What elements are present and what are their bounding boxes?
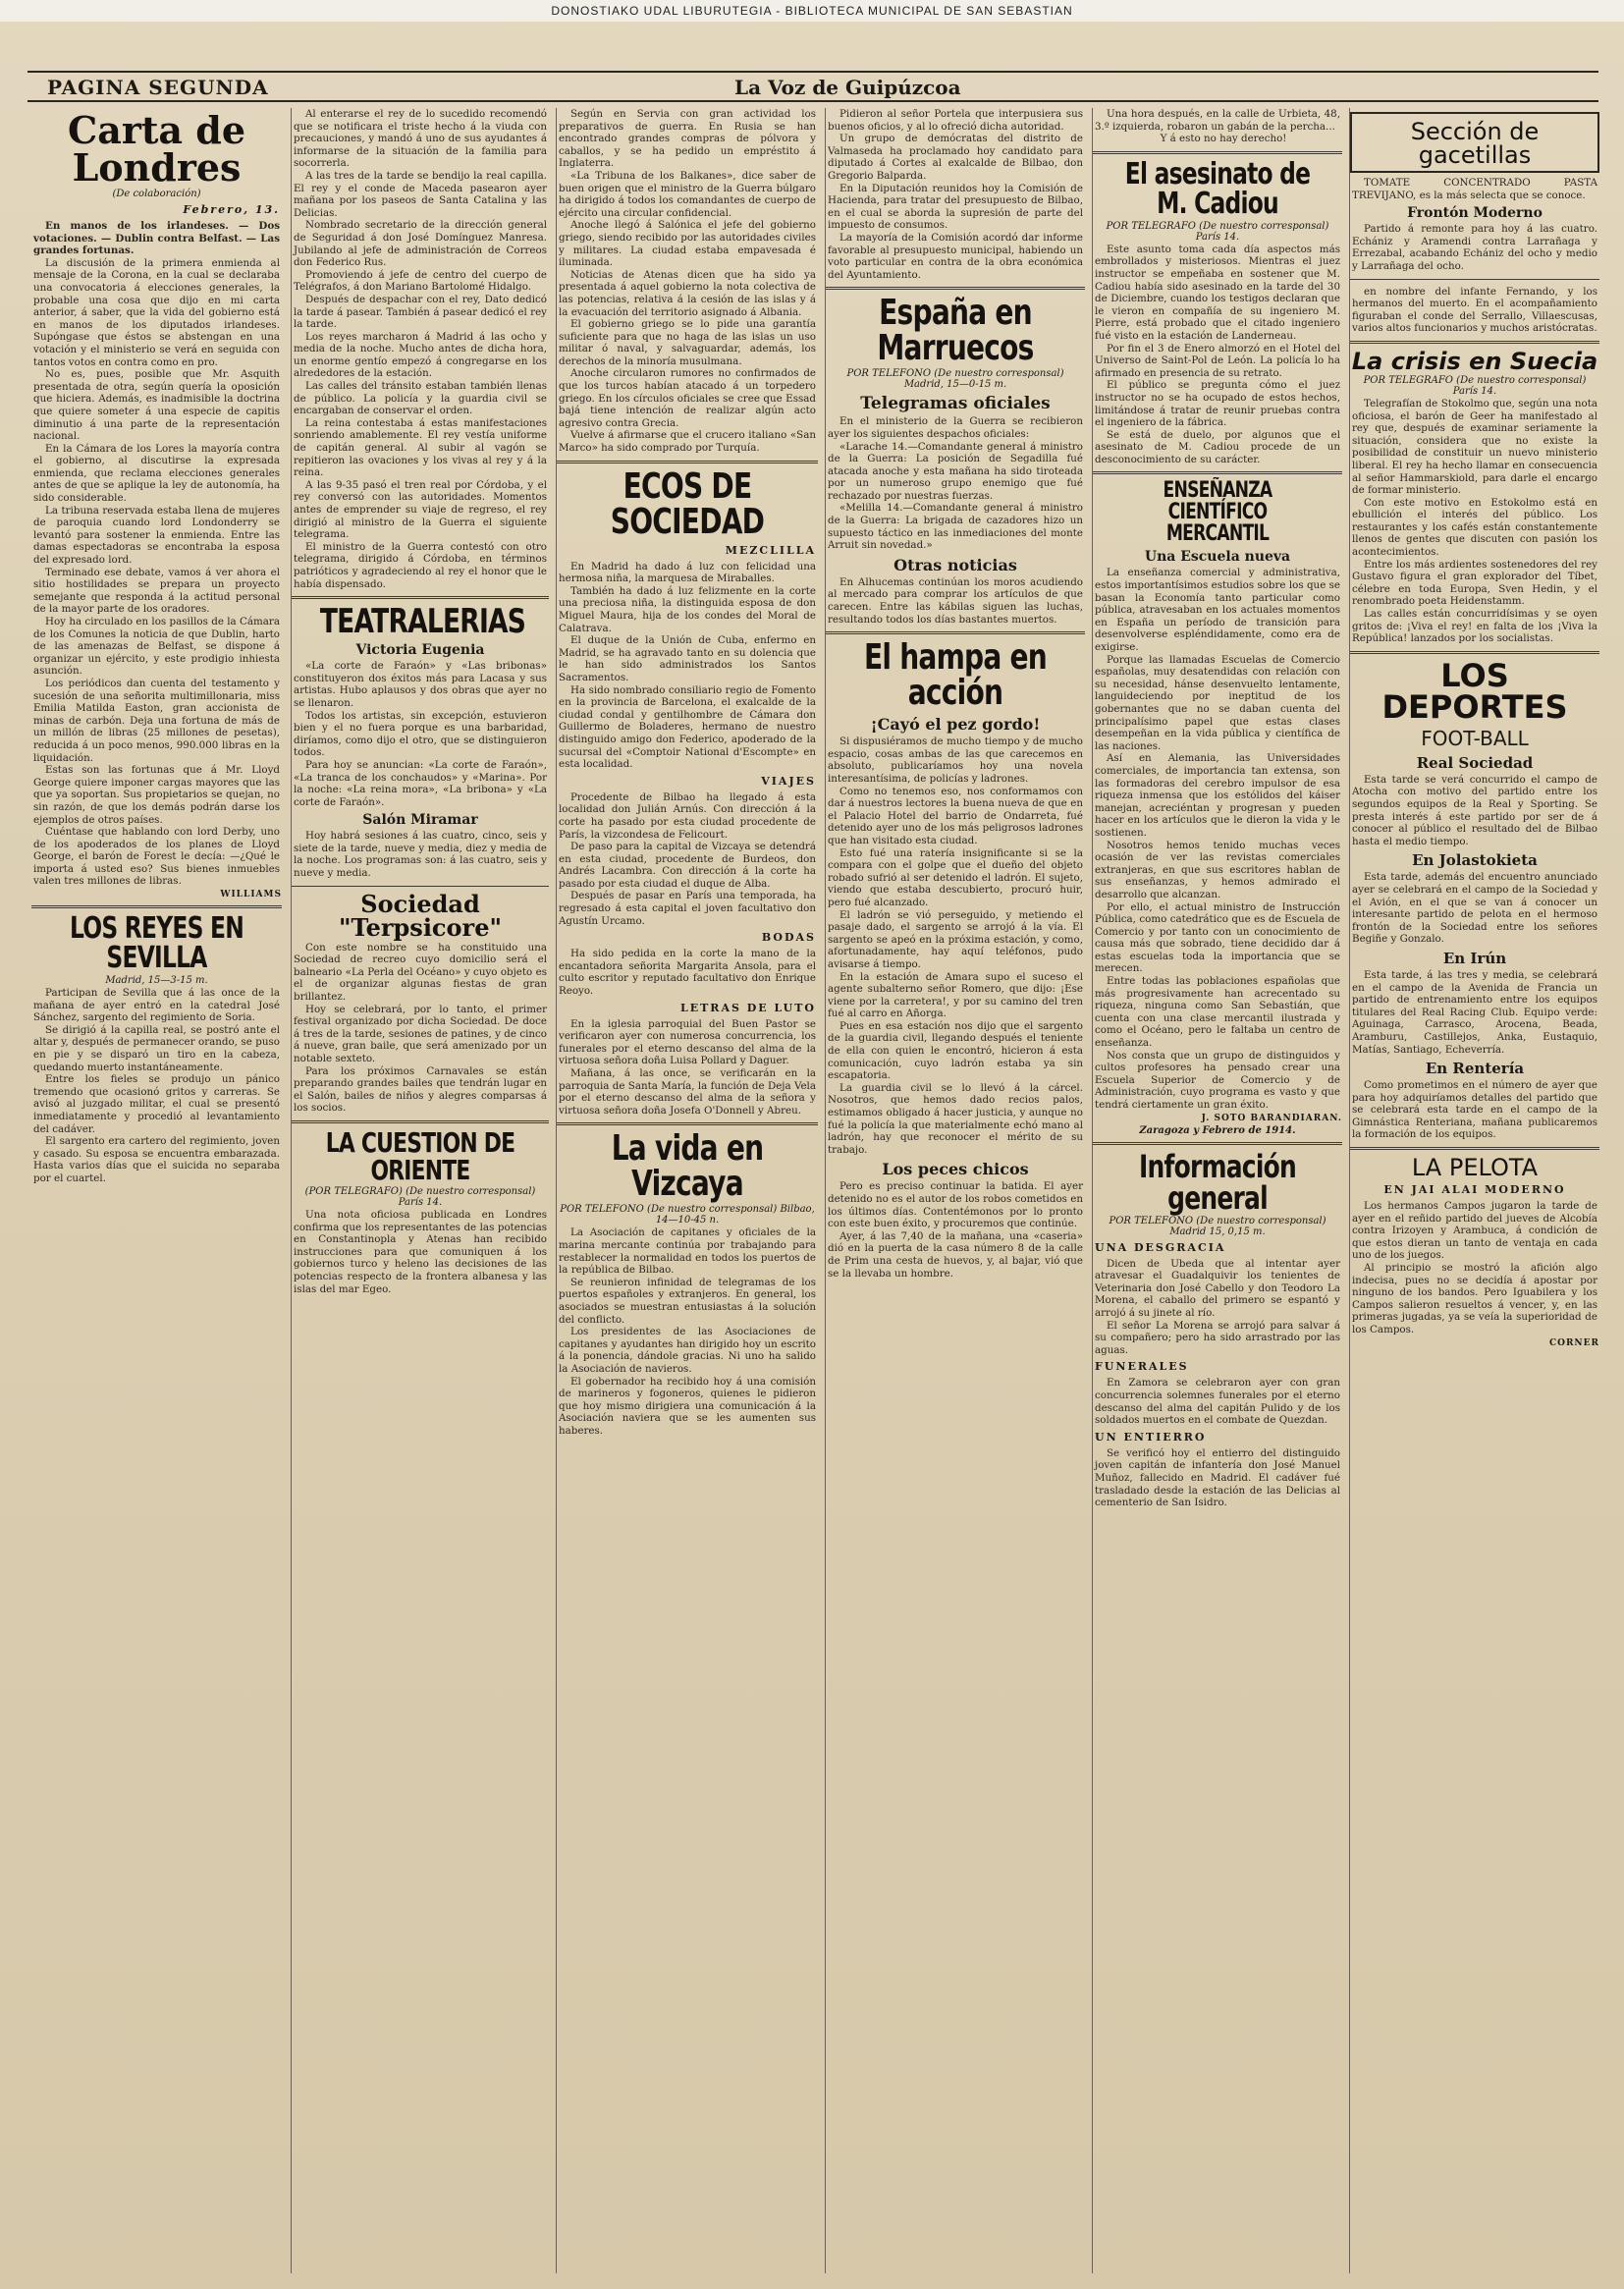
paragraph: Entre todas las poblaciones españolas que más progresivamente han acrecentado su riqueza, ninguna como San Sebastián, que cuenta con una clase mercantil ilustrada y como el Océano, pero le faltaba un centro de enseñanza. bbox=[1095, 975, 1340, 1050]
paragraph: Así en Alemania, las Universidades comerciales, de importancia tan extensa, son las formadoras del cerebro impulsor de esa riqueza inmensa que los estólidos del káiser manejan, acreciéntan y progresan y pueden hacer en los artículos que le dieron la vida y le sostienen. bbox=[1095, 752, 1340, 839]
paragraph: Anoche circularon rumores no confirmados de que los turcos habían atacado á un torpedero griego. En los círculos oficiales se cree que Essad bajá tiene intención de realizar algún acto agresivo contra Grecia. bbox=[559, 367, 816, 429]
article-title: La crisis en Suecia bbox=[1351, 347, 1598, 375]
paragraph: Hoy se celebrará, por lo tanto, el primer festival organizado por dicha Sociedad. De doce á tres de la tarde, sesiones de patines, y de cinco á nueve, gran baile, que será amenizado por un notable sexteto. bbox=[294, 1003, 547, 1064]
paragraph: Se reunieron infinidad de telegramas de los puertos españoles y extranjeros. En general, los asociados se muestran entusiastas á la solución del conflicto. bbox=[559, 1276, 816, 1326]
dateline: POR TELEFONO (De nuestro corresponsal) Madrid, 15—0-15 m. bbox=[846, 368, 1064, 391]
subheading: Frontón Moderno bbox=[1407, 205, 1543, 222]
paragraph: Todos los artistas, sin excepción, estuvieron bien y el no fuera porque es una barbaridad, diríamos, como dijo el otro, que se distinguieron todos. bbox=[294, 709, 547, 759]
paragraph: Como prometimos en el número de ayer que para hoy adquiríamos detalles del partido que se celebrará esta tarde en el campo de la Gimnástica Renteriana, mañana publicaremos la formación de los equipos. bbox=[1352, 1079, 1597, 1141]
paragraph: Esta tarde se verá concurrido el campo de Atocha con motivo del partido entre los segundos equipos de la Real y Sporting. Se presta interés á este partido por ser de á conocer al público el resultado del de Bilbao hasta el medio tiempo. bbox=[1352, 773, 1597, 847]
paragraph: en nombre del infante Fernando, y los hermanos del muerto. En el acompañamiento figuraban el conde del Serrallo, Villaescusas, varios altos funcionarios y muchos aristócratas. bbox=[1352, 285, 1597, 335]
paragraph: Nombrado secretario de la dirección general de Seguridad á don José Domínguez Manresa. Jubilando al jefe de administración de Correos don Federico Rus. bbox=[294, 219, 547, 269]
paragraph: El gobernador ha recibido hoy á una comisión de marineros y fogoneros, quienes le pidieron que hoy mismo dirigiera una comunicación á la Asociación naviera que se les aumenten sus haberes. bbox=[559, 1375, 816, 1437]
paragraph: «La Tribuna de los Balkanes», dice saber de buen origen que el ministro de la Guerra búlgaro ha dirigido á todos los comandantes de cuerpo de ejército una circular confidencial. bbox=[559, 169, 816, 219]
paragraph: A las tres de la tarde se bendijo la real capilla. El rey y el conde de Maceda pasearon ayer mañana por los paseos de Santa Catalina y las Delicias. bbox=[294, 169, 547, 219]
divider bbox=[292, 886, 549, 887]
subheading: Victoria Eugenia bbox=[355, 642, 485, 659]
article-title: ENSEÑANZA CIENTÍFICO MERCANTIL bbox=[1163, 478, 1272, 547]
column-4 bbox=[825, 108, 1085, 2273]
subheading: UNA DESGRACIA bbox=[1095, 1240, 1226, 1254]
paragraph: El sargento era cartero del regimiento, joven y casado. Su esposa se encuentra embarazada. Hasta varios días que el suicida no separaba por el cuartel. bbox=[33, 1135, 280, 1184]
paragraph: Las calles del tránsito estaban también llenas de público. La policía y la guardia civil se encargaban de conservar el orden. bbox=[294, 380, 547, 417]
subheading: Salón Miramar bbox=[362, 812, 478, 829]
divider bbox=[1350, 341, 1599, 344]
paragraph: Telegrafían de Stokolmo que, según una nota oficiosa, el barón de Geer ha manifestado al rey que, después de examinar seriamente la situación, considera que no existe la posibilidad de constituir un nuevo ministerio liberal. El rey ha hecho llamar en consecuencia al señor Hammarskiold, para darle el encargo de formar ministerio. bbox=[1352, 397, 1597, 497]
dateline: (POR TELEGRAFO) (De nuestro corresponsal) París 14. bbox=[304, 1185, 536, 1208]
dateline: POR TELEGRAFO (De nuestro corresponsal) París 14. bbox=[1106, 220, 1329, 243]
subheading: UN ENTIERRO bbox=[1095, 1430, 1207, 1444]
section-title: Sección de gacetillas bbox=[1410, 118, 1540, 169]
divider bbox=[1350, 279, 1599, 280]
paragraph: Participan de Sevilla que á las once de la mañana de ayer entró en la catedral José Sánchez, sargento del regimiento de Soria. bbox=[33, 987, 280, 1024]
article-title: La vida en Vizcaya bbox=[611, 1128, 764, 1205]
page-label: PAGINA SEGUNDA bbox=[47, 76, 269, 99]
paragraph: Este asunto toma cada día aspectos más embrollados y misteriosos. Mientras el juez instructor se empeñaba en sostener que M. Cadiou había sido asesinado en la tarde del 30 de Diciembre, cuando los testigos declaran que le vieron en compañía de su ingeniero M. Pierre, está probado que el citado ingeniero fué visto en la estación de Landerneau. bbox=[1095, 243, 1340, 342]
subheading: FUNERALES bbox=[1095, 1360, 1189, 1374]
paragraph: Con este motivo en Estokolmo está en ebullición el interés del público. Los restaurantes y los cafés están constantemente llenos de gentes que discuten con pasión los acontecimientos. bbox=[1352, 496, 1597, 559]
paragraph: En Zamora se celebraron ayer con gran concurrencia solemnes funerales por el eterno descanso del alma del capitán Pulido y de los soldados muertos en el combate de Quezdan. bbox=[1095, 1377, 1340, 1427]
paragraph: Ayer, á las 7,40 de la mañana, una «caseria» dió en la puerta de la casa número 8 de la calle de Prim una cesta de huevos, y, al bajar, vió que se la llevaba un hombre. bbox=[828, 1229, 1083, 1280]
paragraph: Al principio se mostró la afición algo indecisa, pues no se decidía á apostar por ninguno de los bandos. Pero Iguabilera y los Campos salieron resueltos á vencer, y, en las primeras jugadas, ya se veía la superioridad de los Campos. bbox=[1352, 1262, 1597, 1335]
paragraph: De paso para la capital de Vizcaya se detendrá en esta ciudad, procedente de Burdeos, don Andrés Lacambra. Con dirección á la corte ha pasado por esta ciudad el duque de Alba. bbox=[559, 841, 816, 890]
subheading: EN JAI ALAI MODERNO bbox=[1383, 1183, 1566, 1197]
column-2 bbox=[291, 108, 549, 2273]
divider bbox=[1350, 651, 1599, 654]
paragraph: El señor La Morena se arrojó para salvar á su compañero; pero ha sido arrastrado por las aguas. bbox=[1095, 1319, 1340, 1356]
paragraph: Para hoy se anuncian: «La corte de Faraón», «La tranca de los conchaudos» y «Marina». Por la noche: «La reina mora», «La bribona» y «La corte de Faraón». bbox=[294, 758, 547, 808]
signature-date: Zaragoza y Febrero de 1914. bbox=[1139, 1124, 1296, 1136]
section-title: LOS DEPORTES bbox=[1381, 656, 1568, 726]
paragraph: Nosotros hemos tenido muchas veces ocasión de ver las revistas comerciales extranjeras, en que sus escritores hablan de sus enseñanzas, y hemos admirado el desarrollo que alcanzan. bbox=[1095, 839, 1340, 900]
paragraph: Anoche llegó á Salónica el jefe del gobierno griego, siendo recibido por las autoridades civiles y militares. La ciudad estaba empavesada é iluminada. bbox=[559, 219, 816, 269]
paragraph: Por fin el 3 de Enero almorzó en el Hotel del Universo de Saint-Pol de León. La policía lo ha afirmado en presencia de su retrato. bbox=[1095, 342, 1340, 379]
paragraph: «Melilla 14.—Comandante general á ministro de la Guerra: La brigada de cazadores hizo un supuesto táctico en las inmediaciones del monte Arruit sin novedad.» bbox=[828, 502, 1083, 552]
signature: WILLIAMS bbox=[220, 890, 282, 900]
signature: CORNER bbox=[1548, 1337, 1599, 1348]
paragraph: La Asociación de capitanes y oficiales de la marina mercante continúa por trabajando para restablecer la normalidad en todos los puertos de la república de Bilbao. bbox=[559, 1226, 816, 1277]
dateline: Madrid, 15—3-15 m. bbox=[105, 975, 208, 987]
column-6 bbox=[1349, 108, 1599, 2273]
subheading: ¡Cayó el pez gordo! bbox=[870, 715, 1041, 735]
divider bbox=[826, 631, 1085, 634]
dateline: Febrero, 13. bbox=[183, 203, 280, 216]
paragraph: La guardia civil se lo llevó á la cárcel. Nosotros, que hemos dado recios palos, estimamos obligado á hacer justicia, y aunque no fué la policía la que materialmente echó mano al ladrón, hay que reconocer el mérito de su trabajo. bbox=[828, 1081, 1083, 1156]
paragraph: Nos consta que un grupo de distinguidos y cultos profesores ha pensado crear una Escuela Superior de Comercio y de Administración, cuyo programa es vasto y que tendrá ciertamente un gran éxito. bbox=[1095, 1049, 1340, 1111]
paragraph: Los periódicos dan cuenta del testamento y sucesión de una señorita multimillonaria, miss Emilia Matilda Easton, gran accionista de minas de carbón. Deja una fortuna de más de un millón de libras (25 millones de pesetas), reducida á un poco menos, 990.000 libras en la liquidación. bbox=[33, 677, 280, 764]
article-title: España en Marruecos bbox=[877, 293, 1034, 369]
paragraph: La discusión de la primera enmienda al mensaje de la Corona, en la cual se declaraba una convocatoria á elecciones generales, la probable una cosa que dijo en mi carta anterior, á saber, que la vida del gobierno está en manos de los diputados irlandeses. Supóngase que éstos se abstengan en una votación y el ministerio se verá en seguida con tantos votos en contra como en pro. bbox=[33, 256, 280, 368]
paragraph: En la Diputación reunidos hoy la Comisión de Hacienda, para tratar del presupuesto de Bilbao, en el cual se aborda la supresión de parte del impuesto de consumos. bbox=[828, 182, 1083, 232]
divider bbox=[1350, 1147, 1599, 1150]
paragraph: Terminado ese debate, vamos á ver ahora el sitio hostilidades se prepara un proyecto semejante que responda á la actitud personal de la mayor parte de los oradores. bbox=[33, 566, 280, 616]
subheading: BODAS bbox=[761, 931, 816, 945]
divider bbox=[557, 461, 818, 463]
paragraph: Una hora después, en la calle de Urbieta, 48, 3.º izquierda, robaron un gabán de la percha... bbox=[1095, 108, 1340, 133]
paragraph: En Madrid ha dado á luz con felicidad una hermosa niña, la marquesa de Miraballes. bbox=[559, 560, 816, 585]
paragraph: En Alhucemas continúan los moros acudiendo al mercado para comprar los artículos de que carecen. Entre las kábilas siguen las luchas, resultando todos los días bastantes muertos. bbox=[828, 575, 1083, 626]
subheading: LETRAS DE LUTO bbox=[680, 1001, 816, 1014]
paragraph: Después de despachar con el rey, Dato dedicó la tarde á pasear. También á pasear dedicó el rey la tarde. bbox=[294, 293, 547, 331]
dateline: POR TELEFONO (De nuestro corresponsal) Bilbao, 14—10-45 n. bbox=[560, 1204, 815, 1226]
subheading: FOOT-BALL bbox=[1421, 726, 1529, 750]
paragraph: No es, pues, posible que Mr. Asquith presentada de otra, según quería la oposición que hiciera. Además, es inadmisible la doctrina que quiere someter á una especie de capitis diminutio á una parte de la representación nacional. bbox=[33, 368, 280, 443]
dateline: POR TELEGRAFO (De nuestro corresponsal) París 14. bbox=[1363, 374, 1587, 397]
subheading: Una Escuela nueva bbox=[1144, 549, 1291, 566]
paragraph: Al enterarse el rey de lo sucedido recomendó que se notificara el triste hecho á la viuda con precauciones, y mandó á uno de sus ayudantes á informarse de la situación de la familia para socorrerla. bbox=[294, 108, 547, 170]
paragraph: Cuéntase que hablando con lord Derby, uno de los apoderados de los planes de Lloyd George, el barón de Forest le decía: —¿Qué le importa á usted eso? Sus bienes inmuebles valen tres millones de libras. bbox=[33, 826, 280, 888]
subheading: Real Sociedad bbox=[1416, 753, 1534, 772]
paragraph: Los presidentes de las Asociaciones de capitanes y ayudantes han dirigido hoy un escrito á la ponencia, dándole gracias. Ni uno ha salido la Asociación de navieros. bbox=[559, 1326, 816, 1375]
article-title: LA CUESTION DE ORIENTE bbox=[325, 1125, 515, 1186]
subheading: MEZCLILLA bbox=[725, 543, 816, 557]
paragraph: En la iglesia parroquial del Buen Pastor se verificaron ayer con numerosa concurrencia, los funerales por el eterno descanso del alma de la virtuosa señora doña Luisa Pollard y Daguer. bbox=[559, 1017, 816, 1067]
paragraph: Hoy ha circulado en los pasillos de la Cámara de los Comunes la noticia de que Dublin, harto de las amenazas de Belfast, se dispone á organizar un ejército, y este prodigio inhiesta asunción. bbox=[33, 616, 280, 678]
paragraph: En la Cámara de los Lores la mayoría contra el gobierno, al discutirse la expresada enmienda, que reclama elecciones generales antes de que se aplique la ley de autonomía, ha sido considerable. bbox=[33, 442, 280, 505]
paragraph: Ha sido pedida en la corte la mano de la encantadora señorita Margarita Ansola, para el culto escritor y reputado facultativo don Enrique Reoyo. bbox=[559, 948, 816, 998]
subheading: En Rentería bbox=[1425, 1060, 1525, 1078]
paragraph: Vuelve á afirmarse que el crucero italiano «San Marco» ha sido comprado por Turquía. bbox=[559, 429, 816, 455]
paragraph: Si dispusiéramos de mucho tiempo y de mucho espacio, cosas ambas de las que carecemos en absoluto, publicaríamos hoy una novela interesantísima, de policías y ladrones. bbox=[828, 736, 1083, 785]
article-title: El hampa en acción bbox=[863, 637, 1048, 714]
article-title: Sociedad "Terpsicore" bbox=[339, 889, 502, 942]
article-title: Información general bbox=[1139, 1147, 1296, 1217]
paragraph: Los hermanos Campos jugaron la tarde de ayer en el reñido partido del jueves de Alcobía contra Irizoyen y Arambuca, á condición de que estos dieran un tanto de ventaja en cada uno de los juegos. bbox=[1352, 1200, 1597, 1262]
paragraph: Pues en esa estación nos dijo que el sargento de la guardia civil, llegando después el teniente de ella con quien le encontró, hicieron á esta comunicación, cuyo ladrón estaba ya sin escapatoria. bbox=[828, 1019, 1083, 1082]
column-5 bbox=[1092, 108, 1342, 2273]
paragraph: Entre los fieles se produjo un pánico tremendo que ocasionó gritos y carreras. Se avisó al juzgado militar, el cual se presentó inmediatamente y procedió al levantamiento del cadáver. bbox=[33, 1073, 280, 1135]
subheading: Los peces chicos bbox=[882, 1160, 1029, 1179]
paragraph: Después de pasar en París una temporada, ha regresado á esta capital el joven facultativo don Agustín Urcamo. bbox=[559, 890, 816, 927]
subheading: Otras noticias bbox=[893, 555, 1017, 574]
paragraph: El público se pregunta cómo el juez instructor no se ha ocupado de estos hechos, limitándose á tratar de reunir pruebas contra el ingeniero de la fábrica. bbox=[1095, 379, 1340, 429]
divider bbox=[292, 1120, 549, 1123]
paragraph: El ladrón se vió perseguido, y metiendo el pasaje dado, el sargento se arrojó á la vía. El sargento se apeó en la próxima estación, y como, afortunadamente, hay aquí teléfonos, pudo avisarse á tiempo. bbox=[828, 908, 1083, 970]
paragraph: Mañana, á las once, se verificarán en la parroquia de Santa María, la función de Deja Vela por el eterno descanso del alma de la señora y virtuosa señora doña Josefa O'Donnell y Abreu. bbox=[559, 1067, 816, 1117]
paragraph: Según en Servia con gran actividad los preparativos de guerra. En Rusia se han encontrado grandes compras de pólvora y caballos, y se ha pedido un empréstito á Inglaterra. bbox=[559, 108, 816, 170]
paragraph: El duque de la Unión de Cuba, enfermo en Madrid, se ha agravado tanto en su dolencia que le han sido administrados los Santos Sacramentos. bbox=[559, 634, 816, 683]
article-title: LOS REYES EN SEVILLA bbox=[69, 911, 244, 976]
archive-header: DONOSTIAKO UDAL LIBURUTEGIA - BIBLIOTECA MUNICIPAL DE SAN SEBASTIAN bbox=[0, 0, 1624, 22]
paragraph: Pero es preciso continuar la batida. El ayer detenido no es el autor de los robos cometidos en los últimos días. Contentémonos por lo pronto con este buen éxito, y procuremos que continúe. bbox=[828, 1180, 1083, 1230]
paragraph: Se verificó hoy el entierro del distinguido joven capitán de infantería don José Manuel Muñoz, fallecido en Madrid. El cadáver fué trasladado desde la estación de las Delicias al cementerio de San Isidro. bbox=[1095, 1446, 1340, 1509]
paragraph: Un grupo de demócratas del distrito de Valmaseda ha proclamado hoy candidato para diputado á Cortes al exalcalde de Bilbao, don Gregorio Balparda. bbox=[828, 133, 1083, 182]
paragraph: A las 9-35 pasó el tren real por Córdoba, y el rey conversó con las autoridades. Momentos antes de emprender su viaje de regreso, el rey dirigió al ministro de la Guerra el siguiente telegrama. bbox=[294, 478, 547, 541]
paragraph: Esta tarde, además del encuentro anunciado ayer se celebrará en el campo de la Sociedad y el Avión, en el que se van á conocer un interesante partido de pelota en el hermoso frontón de la Sociedad entre los señores Begiñe y Gonzalo. bbox=[1352, 871, 1597, 946]
paragraph: «La corte de Faraón» y «Las bribonas» constituyeron dos éxitos más para Lacasa y sus artistas. Hubo aplausos y dos obras que ayer no se llenaron. bbox=[294, 660, 547, 709]
paragraph: TOMATE CONCENTRADO PASTA TREVIJANO, es la más selecta que se conoce. bbox=[1352, 177, 1597, 201]
paragraph: Por ello, el actual ministro de Instrucción Pública, como catedrático que es de Escuela de Comercio y por tanto con un conocimiento de causa más que sobrado, tiene decidido dar á estas escuelas toda la importancia que se merecen. bbox=[1095, 900, 1340, 975]
paragraph: Estas son las fortunas que á Mr. Lloyd George quiere imponer cargas mayores que las que ya soportan. Sus propietarios se quejan, no sin razón, de que los demás podrán darse los ejemplos de otros países. bbox=[33, 764, 280, 826]
newspaper-name: La Voz de Guipúzcoa bbox=[734, 76, 961, 99]
divider bbox=[557, 1122, 818, 1125]
paragraph: Las calles están concurridísimas y se oyen gritos de: ¡Viva el rey! en falta de los ¡Viva la República! lanzados por los socialistas. bbox=[1352, 608, 1597, 645]
lead: En manos de los irlandeses. — Dos votaciones. — Dublin contra Belfast. — Las grandes fortunas. bbox=[33, 220, 280, 257]
article-title: Carta de Londres bbox=[67, 108, 246, 190]
paragraph: Como no tenemos eso, nos conformamos con dar á nuestros lectores la buena nueva de que en el Palacio Hotel del barrio de Ondarreta, fué detenido ayer uno de los más peligrosos ladrones que han visitado esta ciudad. bbox=[828, 785, 1083, 846]
subheading: Telegramas oficiales bbox=[860, 394, 1051, 414]
subheading: En Irún bbox=[1442, 949, 1507, 967]
subheading: En Jolastokieta bbox=[1412, 851, 1538, 870]
signature: J. SOTO BARANDIARAN. bbox=[1201, 1113, 1342, 1123]
divider bbox=[1093, 151, 1342, 154]
divider bbox=[1093, 471, 1342, 474]
paragraph: «Larache 14.—Comandante general á ministro de la Guerra: La posición de Segadilla fué atacada anoche y esta mañana ha sido tiroteada por un numeroso grupo enemigo que fué rechazado por nuestras fuerzas. bbox=[828, 440, 1083, 502]
paragraph: Porque las llamadas Escuelas de Comercio españolas, muy desatendidas con relación con su necesidad, hánse desenvuelto lentamente, languideciendo por ineptitud de los gobernantes que no se daban cuenta del principalísimo papel que estas clases desempeñan en la vida pública y científica de las naciones. bbox=[1095, 653, 1340, 752]
paragraph: Con este nombre se ha constituido una Sociedad de recreo cuyo domicilio será el balneario «La Perla del Océano» y cuyo objeto es el de organizar algunas fiestas de gran brillantez. bbox=[294, 941, 547, 1004]
paragraph: Promoviendo á jefe de centro del cuerpo de Telégrafos, á don Mariano Bartolomé Hidalgo. bbox=[294, 268, 547, 294]
paragraph: La tribuna reservada estaba llena de mujeres de paroquia cuando lord Londonderry se levantó para sostener la enmienda. Entre las damas espectadoras se encontraba la esposa del expresado lord. bbox=[33, 504, 280, 567]
paragraph: Entre los más ardientes sostenedores del rey Gustavo figura el gran explorador del Tíbet, célebre en toda Europa, Sven Hedin, y el renombrado poeta Heidenstamm. bbox=[1352, 558, 1597, 608]
masthead bbox=[27, 71, 1598, 102]
paragraph: En el ministerio de la Guerra se recibieron ayer los siguientes despachos oficiales: bbox=[828, 415, 1083, 440]
paragraph: Los reyes marcharon á Madrid á las ocho y media de la noche. Mucho antes de dicha hora, un enorme gentío empezó á congregarse en los alrededores de la estación. bbox=[294, 330, 547, 380]
subheading: VIAJES bbox=[761, 774, 816, 788]
paragraph: La reina contestaba á estas manifestaciones sonriendo amablemente. El rey vestía uniforme de capitán general. Al subir al vagón se repitieron las ovaciones y los vivas al rey y á la reina. bbox=[294, 416, 547, 479]
paragraph: Esto fué una ratería insignificante si se la compara con el golpe que el dueño del objeto robado sufrió al ser detenido el ladrón. El sujeto, viendo que estaba descubierto, procuró huir, pero fué alcanzado. bbox=[828, 846, 1083, 908]
paragraph: Para los próximos Carnavales se están preparando grandes bailes que tendrán lugar en el Salón, bailes de niños y alegres comparsas á los socios. bbox=[294, 1064, 547, 1115]
paragraph: Se dirigió á la capilla real, se postró ante el altar y, después de permanecer orando, se puso en pie y se disparó un tiro en la cabeza, quedando muerto instantáneamente. bbox=[33, 1023, 280, 1073]
divider bbox=[31, 905, 282, 908]
section-title: ECOS DE SOCIEDAD bbox=[610, 465, 765, 542]
divider bbox=[1093, 1142, 1342, 1145]
paragraph: El ministro de la Guerra contestó con otro telegrama, dirigido á Córdoba, en términos patrióticos y agradeciendo al rey el honor que le había dispensado. bbox=[294, 540, 547, 590]
article-title: El asesinato de M. Cadiou bbox=[1124, 156, 1311, 221]
section-title: LA PELOTA bbox=[1411, 1154, 1539, 1182]
paragraph: Hoy habrá sesiones á las cuatro, cinco, seis y siete de la tarde, nueve y media, diez y media de la noche. Los programas son: á las cuatro, seis y nueve y media. bbox=[294, 830, 547, 880]
paragraph: También ha dado á luz felizmente en la corte una preciosa niña, la distinguida esposa de don Miguel Maura, hija de los condes del Moral de Calatrava. bbox=[559, 584, 816, 634]
gacetillas-box bbox=[1350, 112, 1599, 173]
paragraph: Partido á remonte para hoy á las cuatro. Echániz y Aramendi contra Larrañaga y Errezabal, acabando Echániz del ocho y medio y Larrañaga del ocho. bbox=[1352, 223, 1597, 272]
column-1 bbox=[31, 108, 282, 2273]
dateline: POR TELEFONO (De nuestro corresponsal) Madrid 15, 0,15 m. bbox=[1109, 1215, 1326, 1237]
divider bbox=[826, 287, 1085, 290]
paragraph: Una nota oficiosa publicada en Londres confirma que los representantes de las potencias en Constantinopla y Atenas han recibido instrucciones para que comuniquen á los gobiernos turco y heleno las decisiones de las potencias respecto de la frontera albanesa y las islas del mar Egeo. bbox=[294, 1208, 547, 1295]
paragraph: Esta tarde, á las tres y media, se celebrará en el campo de la Avenida de Francia un partido de entrenamiento entre los equipos titulares del Real Racing Club. Equipo verde: Aguinaga, Carrasco, Arocena, Beada, Aramburu, Castillejos, Anka, Eustaquio, Matías, Santiago, Echeverría. bbox=[1352, 968, 1597, 1056]
paragraph: Se está de duelo, por algunos que el asesinato de M. Cadiou procede de un desconocimiento de su carácter. bbox=[1095, 428, 1340, 465]
paragraph: Noticias de Atenas dicen que ha sido ya presentada á aquel gobierno la nota colectiva de las potencias, relativa á la cesión de las islas y á la evacuación del territorio asignado á Albania. bbox=[559, 268, 816, 318]
divider bbox=[292, 596, 549, 599]
paragraph: La enseñanza comercial y administrativa, estos importantísimos estudios sobre los que se basan la Economía tanto particular como pública, atravesaban en los actuales momentos en España un período de transición para desenvolverse espléndidamente, como era de exigirse. bbox=[1095, 567, 1340, 654]
paragraph: Y á esto no hay derecho! bbox=[1160, 133, 1287, 145]
paragraph: El gobierno griego se lo pide una garantía suficiente para que no haga de las islas un uso militar ó naval, y salvaguardar, además, los derechos de la minoría musulmana. bbox=[559, 318, 816, 367]
paragraph: En la estación de Amara supo el suceso el agente subalterno señor Romero, que dijo: ¡Ese viene por la carretera!, y por su camino del tren fué al carro en Añorga. bbox=[828, 970, 1083, 1020]
column-3 bbox=[556, 108, 818, 2273]
byline: (De colaboración) bbox=[112, 189, 201, 199]
section-title: TEATRALERIAS bbox=[319, 602, 526, 642]
paragraph: Procedente de Bilbao ha llegado á esta localidad don Julián Arnús. Con dirección á la corte ha pasado por esta ciudad procedente de París, la vizcondesa de Felicourt. bbox=[559, 790, 816, 841]
paragraph: La mayoría de la Comisión acordó dar informe favorable al presupuesto municipal, habiendo un voto particular en contra de la obra económica del Ayuntamiento. bbox=[828, 231, 1083, 281]
paragraph: Ha sido nombrado consiliario regio de Fomento en la provincia de Barcelona, el exalcalde de la ciudad condal y gentilhombre de Cámara don Guillermo de Boladeres, hermano de nuestro distinguido amigo don Federico, apoderado de la sucursal del «Comptoir National d'Escompte» en esta localidad. bbox=[559, 683, 816, 771]
paragraph: Dicen de Ubeda que al intentar ayer atravesar el Guadalquivir los tenientes de Veterinaria don José Cabello y don Teodoro La Morena, el caballo del primero se espantó y arrojó á su jinete al río. bbox=[1095, 1257, 1340, 1319]
paragraph: Pidieron al señor Portela que interpusiera sus buenos oficios, y al lo ofreció dicha autoridad. bbox=[828, 108, 1083, 133]
